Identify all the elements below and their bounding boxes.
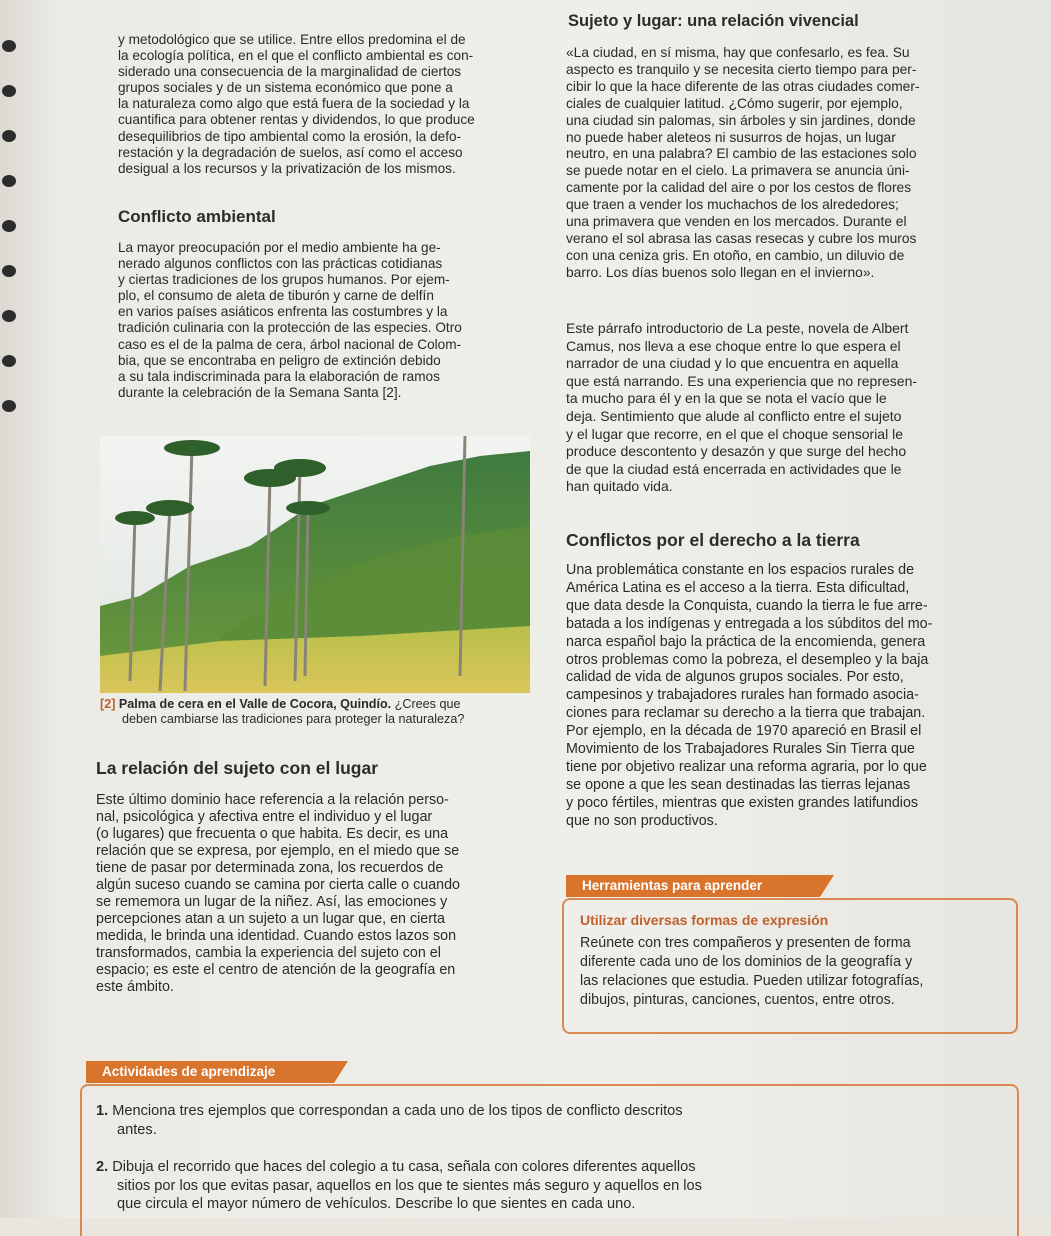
sujeto-lugar-heading: Sujeto y lugar: una relación vivencial: [568, 12, 859, 30]
tools-heading: Utilizar diversas formas de expresión: [580, 912, 829, 928]
text-line: grupos sociales y de un sistema económico que pone a: [118, 80, 453, 96]
text-line: produce descontento y desazón y que surge del hecho: [566, 443, 907, 460]
text-line: otros problemas como la pobreza, el desempleo y la baja: [566, 651, 929, 668]
binder-hole: [2, 265, 16, 277]
caption-text: ¿Crees que: [391, 697, 461, 711]
text-line: se opone a que les sean destinadas las tierras lejanas: [566, 776, 911, 793]
text-line: plo, el consumo de aleta de tiburón y carne de delfín: [118, 288, 434, 304]
camus-quote: [566, 45, 1008, 282]
text-line: una ciudad sin palomas, sin árboles y sin jardines, donde: [566, 112, 916, 128]
intro-paragraph: [118, 32, 532, 177]
text-line: ciones para reclamar su derecho a la tierra que trabajan.: [566, 705, 926, 722]
text-line: a su tala indiscriminada para la elaboración de ramos: [118, 368, 440, 384]
conflicto-ambiental-heading: Conflicto ambiental: [118, 207, 276, 226]
text-line: la ecología política, en el que el conflicto ambiental es con-: [118, 48, 474, 64]
activities-ribbon: Actividades de aprendizaje: [86, 1061, 334, 1083]
text-line: caso es el de la palma de cera, árbol nacional de Colom-: [118, 336, 462, 352]
text-line: Reúnete con tres compañeros y presenten de forma: [580, 935, 911, 951]
text-line: calidad de vida de algunos grupos sociales. Por esto,: [566, 669, 904, 686]
text-line: Este último dominio hace referencia a la relación perso-: [96, 792, 449, 808]
wax-palm-photo: [100, 436, 530, 693]
binder-hole: [2, 355, 16, 367]
text-line: nerado algunos conflictos con las prácticas cotidianas: [118, 256, 443, 272]
text-line: que no son productivos.: [566, 812, 718, 829]
binder-hole: [2, 310, 16, 322]
binder-hole: [2, 400, 16, 412]
binder-holes: [0, 30, 24, 470]
text-line: en varios países asiáticos enfrenta las costumbres y la: [118, 304, 448, 320]
text-line: La mayor preocupación por el medio ambiente ha ge-: [118, 240, 441, 255]
text-line: bia, que se encontraba en peligro de extinción debido: [118, 352, 441, 368]
text-line: y metodológico que se utilice. Entre ellos predomina el de: [118, 32, 466, 47]
activity-text: Dibuja el recorrido que haces del colegio a tu casa, señala con colores diferentes aquellos: [112, 1159, 696, 1175]
caption-bold: Palma de cera en el Valle de Cocora, Quindío.: [118, 697, 392, 711]
relacion-paragraph: [96, 792, 530, 996]
text-line: este ámbito.: [96, 979, 174, 995]
text-line: que traen a vender los muchachos de los alrededores;: [566, 197, 899, 213]
photo-caption: [100, 697, 530, 727]
text-line: Este párrafo introductorio de La peste, novela de Albert: [566, 320, 909, 336]
text-line: narrador de una ciudad y lo que encuentra en aquella: [566, 355, 899, 372]
text-line: campesinos y trabajadores rurales han formado asocia-: [566, 687, 919, 704]
text-line: transformados, cambia la experiencia del sujeto con el: [96, 945, 441, 961]
binder-hole: [2, 175, 16, 187]
text-line: nal, psicológica y afectiva entre el individuo y el lugar: [96, 809, 433, 825]
text-line: cibir lo que la hace diferente de las otras ciudades comer-: [566, 78, 920, 94]
text-line: (o lugares) que frecuenta o que habita. Es decir, es una: [96, 826, 449, 842]
text-line: y el lugar que recorre, en el que el choque sensorial le: [566, 425, 903, 442]
text-line: ta mucho para él y en la que se nota el vacío que le: [566, 390, 887, 407]
conflicto-paragraph: [118, 240, 532, 401]
text-line: «La ciudad, en sí misma, hay que confesarlo, es fea. Su: [566, 45, 910, 60]
activity-number: 2.: [96, 1159, 109, 1175]
binder-hole: [2, 85, 16, 97]
text-line: algún suceso cuando se camina por cierta calle o cuando: [96, 877, 461, 893]
text-line: barro. Los días buenos solo llegan en el invierno».: [566, 264, 875, 280]
binder-hole: [2, 220, 16, 232]
tierra-paragraph: [566, 562, 1008, 831]
relacion-heading: La relación del sujeto con el lugar: [96, 758, 379, 778]
binder-hole: [2, 40, 16, 52]
caption-number: [2]: [100, 697, 116, 711]
text-line: tiene por objetivo realizar una reforma agraria, por lo que: [566, 758, 927, 775]
text-line: que data desde la Conquista, cuando la tierra le fue arre-: [566, 597, 928, 614]
text-line: deja. Sentimiento que alude al conflicto entre el sujeto: [566, 407, 902, 424]
text-line: narca español bajo la práctica de la encomienda, genera: [566, 633, 926, 650]
text-line: batada a los indígenas y entregada a los súbditos del mo-: [566, 615, 933, 632]
text-line: desigual a los recursos y la privatización de los mismos.: [118, 160, 456, 176]
text-line: ciales de cualquier latitud. ¿Cómo sugerir, por ejemplo,: [566, 95, 903, 111]
text-line: Por ejemplo, en la década de 1970 apareció en Brasil el: [566, 723, 922, 740]
activity-item: [96, 1102, 996, 1139]
text-line: las relaciones que estudia. Pueden utilizar fotografías,: [580, 973, 924, 989]
camus-commentary: [566, 320, 1008, 496]
text-line: Una problemática constante en los espacios rurales de: [566, 562, 915, 578]
text-line: se rememora un lugar de la niñez. Así, las emociones y: [96, 894, 448, 910]
tools-text: [580, 934, 1000, 1010]
activity-text: sitios por los que evitas pasar, aquellos en los que te sientes más seguro y aquellos en los: [117, 1177, 702, 1194]
text-line: Movimiento de los Trabajadores Rurales Sin Tierra que: [566, 741, 915, 758]
text-line: Camus, nos lleva a ese choque entre lo que espera el: [566, 337, 901, 354]
text-line: con una ceniza gris. En otoño, en cambio, un diluvio de: [566, 247, 905, 263]
activity-text: antes.: [117, 1121, 157, 1138]
text-line: tiene de pasar por determinada zona, los recuerdos de: [96, 860, 444, 876]
text-line: durante la celebración de la Semana Santa [2].: [118, 384, 402, 400]
text-line: camente por la calidad del aire o por los cestos de flores: [566, 180, 912, 196]
text-line: restación y la degradación de suelos, así como el acceso: [118, 144, 463, 160]
text-line: desequilibrios de tipo ambiental como la erosión, la defo-: [118, 128, 462, 144]
text-line: una primavera que venden en los mercados. Durante el: [566, 214, 907, 230]
text-line: y poco fértiles, mientras que existen grandes latifundios: [566, 794, 919, 811]
binder-hole: [2, 130, 16, 142]
text-line: dibujos, pinturas, canciones, cuentos, entre otros.: [580, 992, 895, 1008]
text-line: espacio; es este el centro de atención de la geografía en: [96, 962, 456, 978]
tools-ribbon: Herramientas para aprender: [566, 875, 820, 897]
text-line: siderado una consecuencia de la marginalidad de ciertos: [118, 64, 462, 80]
activity-text: que circula el mayor número de vehículos. Describe lo que sientes en cada uno.: [117, 1196, 636, 1212]
tierra-heading: Conflictos por el derecho a la tierra: [566, 530, 860, 550]
text-line: cuantifica para obtener rentas y dividendos, lo que produce: [118, 112, 475, 128]
text-line: diferente cada uno de los dominios de la geografía y: [580, 954, 913, 970]
text-line: que está narrando. Es una experiencia que no represen-: [566, 372, 918, 389]
activity-item: [96, 1158, 996, 1214]
text-line: América Latina es el acceso a la tierra. Esta dificultad,: [566, 579, 910, 596]
caption-text: deben cambiarse las tradiciones para proteger la naturaleza?: [122, 712, 465, 726]
text-line: la naturaleza como algo que está fuera de la sociedad y la: [118, 96, 470, 112]
text-line: medida, le brinda una identidad. Cuando estos lazos son: [96, 928, 457, 944]
text-line: han quitado vida.: [566, 478, 673, 495]
text-line: se puede notar en el cielo. La primavera se anuncia úni-: [566, 163, 910, 179]
text-line: relación que se expresa, por ejemplo, en el miedo que se: [96, 843, 460, 859]
text-line: verano el sol abrasa las casas resecas y cubre los muros: [566, 230, 917, 246]
text-line: neutro, en una palabra? El cambio de las estaciones solo: [566, 146, 917, 162]
text-line: de que la ciudad está encerrada en actividades que le: [566, 460, 902, 477]
text-line: aspecto es tranquilo y se necesita cierto tiempo para per-: [566, 61, 917, 77]
text-line: y ciertas tradiciones de los grupos humanos. Por ejem-: [118, 272, 450, 288]
activity-text: Menciona tres ejemplos que correspondan a cada uno de los tipos de conflicto descritos: [112, 1103, 683, 1119]
text-line: no puede haber aleteos ni susurros de hojas, un lugar: [566, 129, 896, 145]
text-line: tradición culinaria con la protección de las especies. Otro: [118, 320, 462, 336]
text-line: percepciones atan a un sujeto a un lugar que, en cierta: [96, 911, 445, 927]
activity-number: 1.: [96, 1103, 109, 1119]
